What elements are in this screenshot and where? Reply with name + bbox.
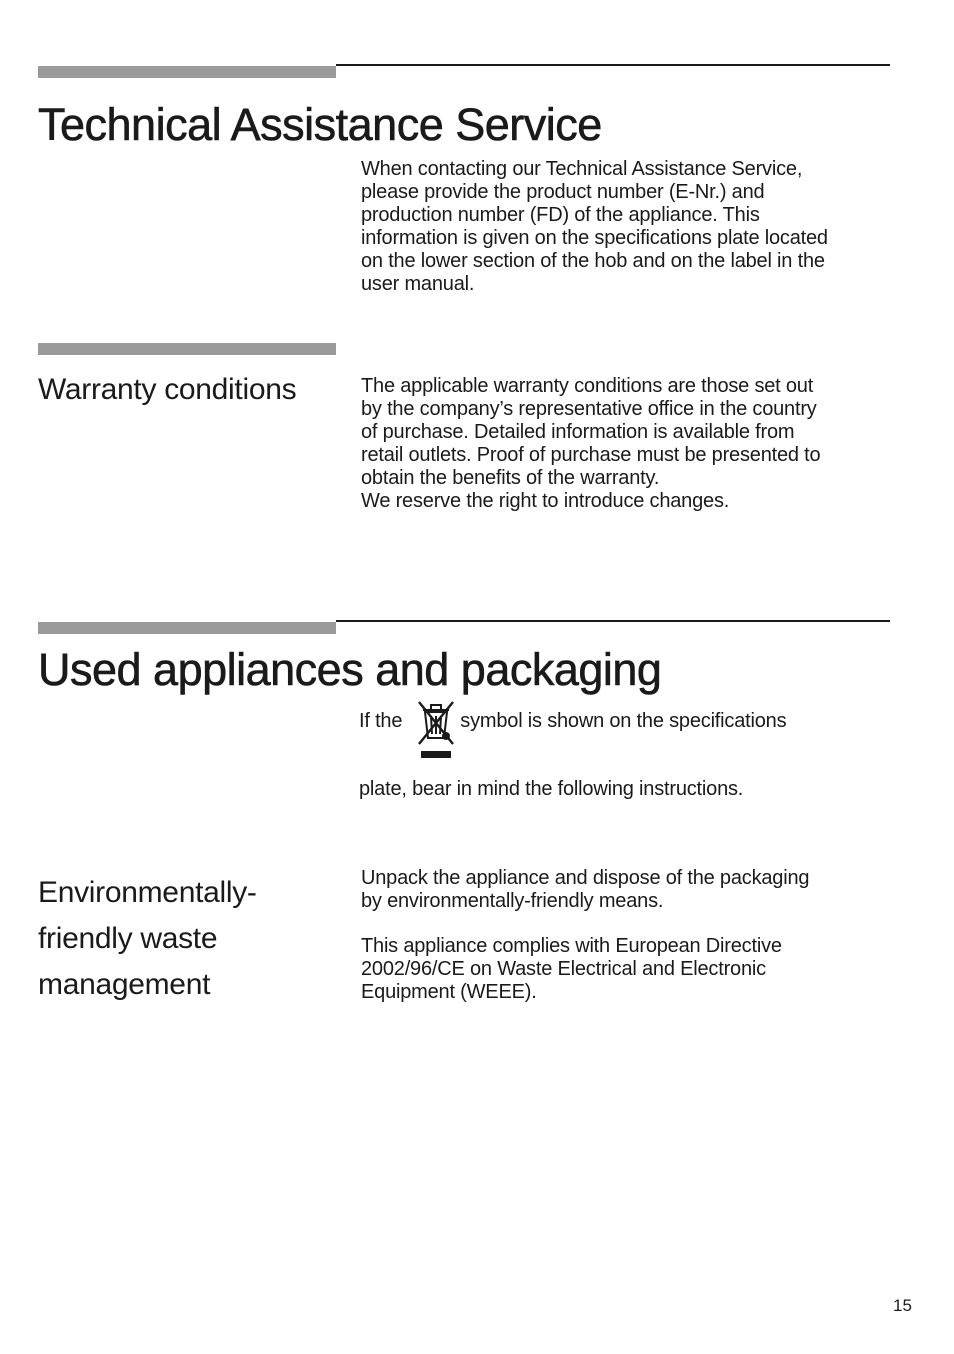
weee-intro-before: If the — [359, 710, 403, 732]
weee-crossed-bin-icon — [413, 698, 459, 762]
section-rule-line-used-appliances — [336, 620, 890, 622]
text-line: on the lower section of the hob and on the label in the — [361, 250, 825, 272]
text-line: production number (FD) of the appliance. This — [361, 204, 760, 226]
section-rule-line-technical — [336, 64, 890, 66]
title-line: management — [38, 968, 211, 1001]
used-appliances-title: Used appliances and packaging — [38, 644, 662, 695]
text-line: We reserve the right to introduce changes. — [361, 490, 730, 512]
text-line: by the company’s representative office in the country — [361, 398, 817, 420]
weee-intro-continued: plate, bear in mind the following instructions. — [359, 778, 744, 800]
text-line: The applicable warranty conditions are those set out — [361, 375, 814, 397]
text-line: of purchase. Detailed information is available from — [361, 421, 795, 443]
weee-intro-after: symbol is shown on the specifications — [460, 710, 787, 732]
technical-assistance-title: Technical Assistance Service — [38, 99, 602, 150]
text-line: please provide the product number (E-Nr.) and — [361, 181, 765, 203]
waste-management-para2 — [361, 935, 901, 1004]
section-rule-bar-used-appliances — [38, 622, 336, 634]
title-line: Environmentally- — [38, 876, 257, 909]
warranty-title: Warranty conditions — [38, 373, 297, 406]
waste-management-title — [38, 870, 338, 1008]
section-rule-bar-technical — [38, 66, 336, 78]
page-number: 15 — [893, 1296, 912, 1315]
text-line: This appliance complies with European Directive — [361, 935, 782, 957]
text-line: 2002/96/CE on Waste Electrical and Electronic — [361, 958, 766, 980]
text-line: by environmentally-friendly means. — [361, 890, 664, 912]
title-line: friendly waste — [38, 922, 218, 955]
section-rule-bar-warranty — [38, 343, 336, 355]
text-line: information is given on the specifications plate located — [361, 227, 828, 249]
warranty-body — [361, 375, 901, 513]
text-line: Unpack the appliance and dispose of the packaging — [361, 867, 810, 889]
text-line: Equipment (WEEE). — [361, 981, 537, 1003]
waste-management-para1 — [361, 867, 901, 913]
text-line: When contacting our Technical Assistance Service, — [361, 158, 803, 180]
text-line: obtain the benefits of the warranty. — [361, 467, 660, 489]
text-line: retail outlets. Proof of purchase must be presented to — [361, 444, 821, 466]
technical-assistance-body — [361, 158, 901, 296]
text-line: user manual. — [361, 273, 475, 295]
